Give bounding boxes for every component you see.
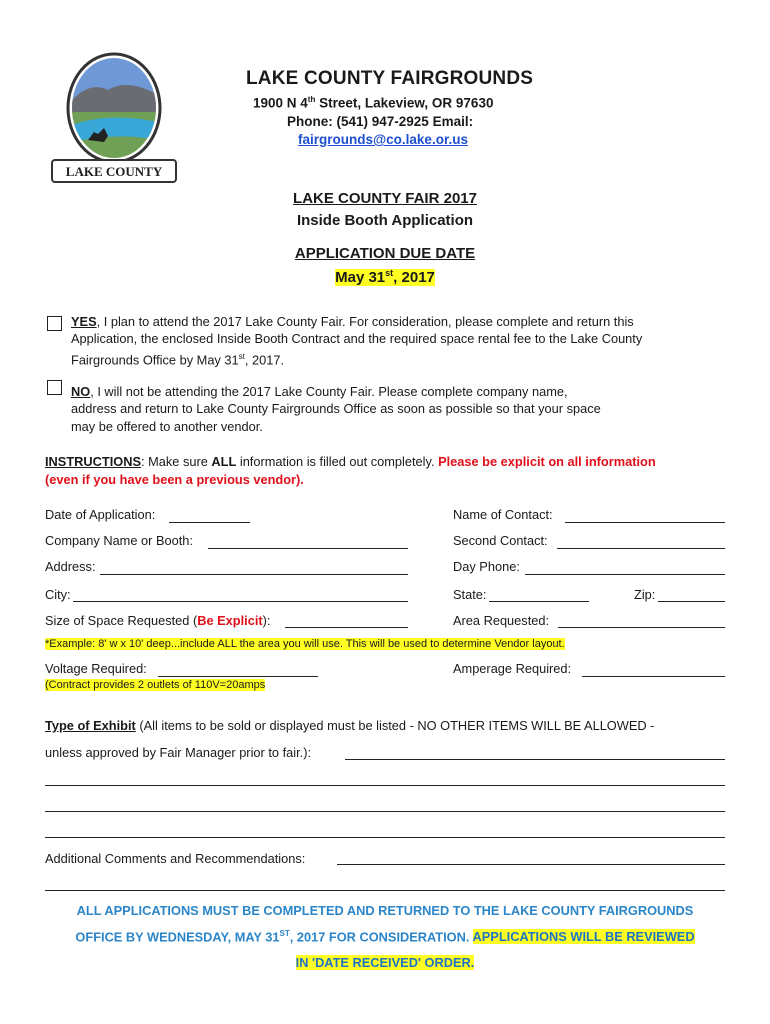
company-name-label: Company Name or Booth: [45,533,193,548]
day-phone-label: Day Phone: [453,559,520,574]
exhibit-line-1[interactable] [345,759,725,760]
type-of-exhibit-continued: unless approved by Fair Manager prior to fair.): [45,745,312,760]
logo-text: LAKE COUNTY [65,164,163,179]
type-of-exhibit-label: Type of Exhibit (All items to be sold or displayed must be listed - NO OTHER ITEMS WILL BE ALLOWED - [45,718,655,733]
voltage-note: (Contract provides 2 outlets of 110V=20amps [45,679,266,691]
fair-title: LAKE COUNTY FAIR 2017 [293,190,477,207]
voltage-field[interactable] [158,676,318,677]
state-label: State: [453,587,487,602]
size-of-space-label: Size of Space Requested (Be Explicit): [45,613,271,628]
due-date-heading: APPLICATION DUE DATE [294,245,476,262]
name-of-contact-label: Name of Contact: [453,507,553,522]
date-of-application-label: Date of Application: [45,507,156,522]
no-checkbox[interactable] [47,380,62,395]
email-link[interactable]: fairgrounds@co.lake.or.us [298,132,468,147]
second-contact-label: Second Contact: [453,533,548,548]
area-requested-label: Area Requested: [453,613,550,628]
exhibit-line-4[interactable] [45,837,725,838]
lake-county-logo [48,50,180,186]
instructions: INSTRUCTIONS: Make sure ALL information is filled out completely. Please be explicit on all information (even if you have been a previous vendor). [45,454,656,487]
second-contact-field[interactable] [557,548,725,549]
yes-option-text: YES, I plan to attend the 2017 Lake County Fair. For consideration, please complete and return this Application, the enclosed Inside Booth Contract and the required space rental fee to the Lake County Fairgrounds Office by May 31st, 2017. [71,314,643,368]
yes-checkbox[interactable] [47,316,62,331]
exhibit-line-3[interactable] [45,811,725,812]
zip-field[interactable] [658,601,725,602]
exhibit-line-2[interactable] [45,785,725,786]
org-phone: Phone: (541) 947-2925 Email: [287,114,474,129]
state-field[interactable] [489,601,589,602]
due-date: May 31st, 2017 [335,268,435,286]
voltage-label: Voltage Required: [45,661,147,676]
area-requested-field[interactable] [558,627,725,628]
footer-line-1: ALL APPLICATIONS MUST BE COMPLETED AND RETURNED TO THE LAKE COUNTY FAIRGROUNDS [76,903,694,918]
additional-comments-label: Additional Comments and Recommendations: [45,851,306,866]
city-field[interactable] [73,601,408,602]
date-of-application-field[interactable] [169,522,250,523]
size-of-space-field[interactable] [285,627,408,628]
org-address: 1900 N 4th Street, Lakeview, OR 97630 [253,95,494,111]
company-name-field[interactable] [208,548,408,549]
name-of-contact-field[interactable] [565,522,725,523]
amperage-label: Amperage Required: [453,661,572,676]
zip-label: Zip: [634,587,656,602]
comments-line-1[interactable] [337,864,725,865]
application-subtitle: Inside Booth Application [296,212,474,229]
amperage-field[interactable] [582,676,725,677]
no-option-text: NO, I will not be attending the 2017 Lake County Fair. Please complete company name, address and return to Lake County Fairgrounds Office as soon as possible so that your space may be offered to another vendor. [71,384,601,434]
day-phone-field[interactable] [525,574,725,575]
org-name: LAKE COUNTY FAIRGROUNDS [246,68,534,89]
address-label: Address: [45,559,96,574]
city-label: City: [45,587,71,602]
example-note: *Example: 8' w x 10' deep...include ALL the area you will use. This will be used to determine Vendor layout. [45,638,565,650]
footer-line-3: IN 'DATE RECEIVED' ORDER. [295,955,475,970]
footer-line-2: OFFICE BY WEDNESDAY, MAY 31ST, 2017 FOR CONSIDERATION. APPLICATIONS WILL BE REVIEWED [75,929,695,945]
address-field[interactable] [100,574,408,575]
comments-line-2[interactable] [45,890,725,891]
